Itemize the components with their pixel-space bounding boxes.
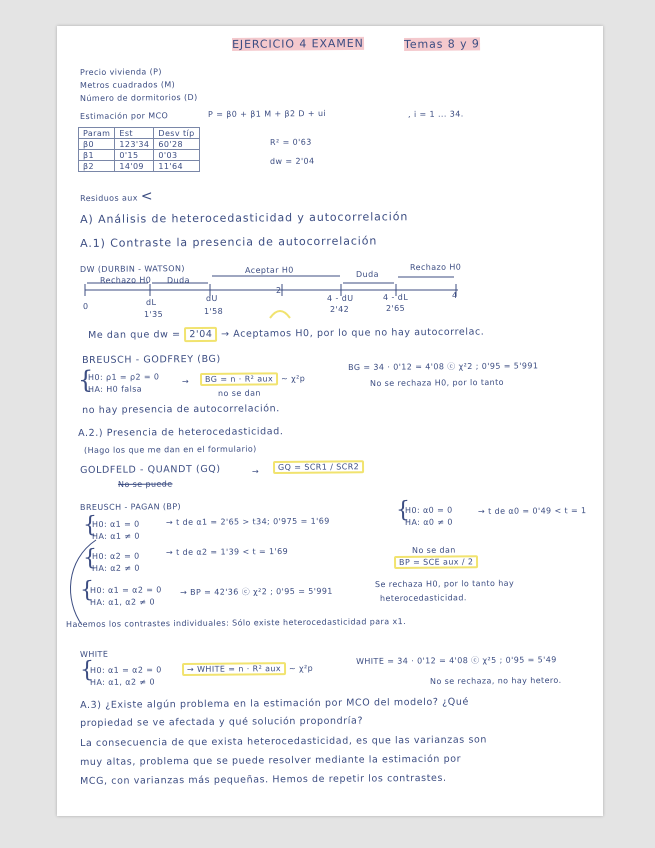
bg-formula: BG = n · R² aux ~ χ²p (200, 374, 305, 384)
bp-formula: BP = SCE aux / 2 (394, 557, 478, 567)
white-calc: WHITE = 34 · 0'12 = 4'08 ⓒ χ²5 ; 0'95 = 5'49 (356, 655, 557, 666)
bp-ha-c: HA: α0 ≠ 0 (405, 517, 453, 527)
zone-reject-low: Rechazo H0 (100, 275, 152, 285)
page-subtitle: Temas 8 y 9 (404, 37, 480, 51)
variable-price: Precio vivienda (P) (80, 67, 162, 77)
table-cell: β2 (79, 161, 115, 172)
gq-title: GOLDFELD - QUANDT (GQ) (80, 463, 221, 476)
dw-statistic: dw = 2'04 (270, 156, 315, 166)
tick-4-du: 4 - dU (327, 293, 354, 303)
bp-ha-a: HA: α1 ≠ 0 (92, 531, 140, 541)
section-a2-title: A.2.) Presencia de heterocedasticidad. (78, 426, 284, 439)
zone-doubt-high: Duda (356, 269, 379, 279)
zone-doubt-low: Duda (167, 275, 190, 285)
section-a1-title: A.1) Contraste la presencia de autocorrelación (80, 234, 378, 250)
bp-ha-b: HA: α2 ≠ 0 (92, 563, 140, 573)
white-brace: { (80, 658, 94, 683)
variable-rooms: Número de dormitorios (D) (80, 92, 198, 103)
zone-reject-high: Rechazo H0 (410, 262, 462, 272)
table-cell: 60'28 (154, 139, 199, 150)
bg-result-2: no hay presencia de autocorrelación. (82, 403, 280, 416)
table-header-cell: Desv típ (154, 128, 199, 139)
page-title: EJERCICIO 4 EXAMEN (232, 36, 364, 51)
section-a3-line5: MCG, con varianzas más pequeñas. Hemos de repetir los contrastes. (80, 772, 447, 787)
variable-meters: Metros cuadrados (M) (80, 80, 176, 90)
tick-du: dU (206, 293, 218, 303)
tick-dl: dL (146, 297, 157, 307)
bp-h0-b: H0: α2 = 0 (92, 551, 140, 561)
tick-value-du: 1'58 (204, 306, 224, 316)
tick-value-4-du: 2'42 (330, 304, 350, 314)
r-squared: R² = 0'63 (270, 137, 312, 147)
zone-accept: Aceptar H0 (245, 265, 294, 275)
gq-note: No se puede (118, 479, 173, 489)
dw-label: DW (DURBIN - WATSON) (80, 264, 185, 274)
bp-brace-all: { (80, 578, 94, 603)
bp-h0-a: H0: α1 = 0 (92, 519, 140, 529)
table-cell: β0 (79, 139, 115, 150)
estimation-model: P = β0 + β1 M + β2 D + ui (208, 108, 327, 119)
bg-note: no se dan (218, 388, 261, 398)
bp-brace-b: { (83, 546, 97, 571)
tick-2: 2 (276, 285, 282, 295)
table-cell: β1 (79, 150, 115, 161)
section-a3-line2: propiedad se ve afectada y qué solución propondría? (80, 715, 364, 729)
gq-arrow: → (252, 466, 260, 476)
section-a3-line3: La consecuencia de que exista heterocedasticidad, es que las varianzas son (80, 734, 488, 749)
tick-0: 0 (83, 301, 89, 311)
white-formula: → WHITE = n · R² aux ~ χ²p (182, 664, 313, 674)
tick-4: 4 (452, 290, 458, 300)
residuals-label: Residuos aux < (80, 188, 154, 205)
table-header-cell: Est (115, 128, 154, 139)
table-cell: 14'09 (115, 161, 154, 172)
bg-title: BREUSCH - GODFREY (BG) (82, 353, 221, 366)
bg-calc: BG = 34 · 0'12 = 4'08 ⓒ χ²2 ; 0'95 = 5'991 (348, 361, 539, 372)
table-cell: 0'03 (154, 150, 199, 161)
bp-h0-all: H0: α1 = α2 = 0 (90, 585, 162, 595)
table-header-cell: Param (79, 128, 115, 139)
white-ha: HA: α1, α2 ≠ 0 (90, 677, 155, 687)
bg-ha: HA: H0 falsa (88, 384, 143, 394)
white-result: No se rechaza, no hay hetero. (430, 675, 562, 686)
table-cell: 11'64 (154, 161, 199, 172)
table-cell: 123'34 (115, 139, 154, 150)
estimation-label: Estimación por MCO (80, 111, 169, 121)
bp-note: No se dan (412, 545, 456, 555)
tick-4-dl: 4 - dL (383, 292, 409, 302)
bp-ha-all: HA: α1, α2 ≠ 0 (90, 597, 155, 607)
section-a3-title: A.3) ¿Existe algún problema en la estimación por MCO del modelo? ¿Qué (80, 696, 469, 711)
bg-result: No se rechaza H0, por lo tanto (370, 377, 504, 388)
bp-brace-a: { (83, 513, 97, 538)
bp-calc: → BP = 42'36 ⓒ χ²2 ; 0'95 = 5'991 (180, 586, 333, 597)
bp-h0-c: H0: α0 = 0 (405, 505, 453, 515)
white-title: WHITE (80, 649, 109, 659)
bp-test-c: → t de α0 = 0'49 < t = 1 (478, 506, 587, 516)
section-a3-line4: muy altas, problema que se puede resolver mediante la estimación por (80, 753, 462, 768)
bg-h0: H0: ρ1 = ρ2 = 0 (88, 372, 160, 382)
dw-conclusion: Me dan que dw = 2'04 → Aceptamos H0, por lo que no hay autocorrelac. (88, 326, 485, 341)
bp-title: BREUSCH - PAGAN (BP) (80, 502, 182, 512)
tick-value-dl: 1'35 (144, 309, 164, 319)
bp-individual: Hacemos los contrastes individuales: Sólo existe heterocedasticidad para x1. (66, 617, 407, 629)
bp-result-2: heterocedasticidad. (380, 593, 467, 603)
section-a2-note: (Hago los que me dan en el formulario) (84, 444, 257, 455)
gq-formula: GQ = SCR1 / SCR2 (273, 462, 364, 472)
bp-result: Se rechaza H0, por lo tanto hay (375, 578, 515, 589)
bg-brace: { (78, 366, 94, 394)
section-a-title: A) Análisis de heterocedasticidad y autocorrelación (80, 210, 409, 226)
tick-value-4-dl: 2'65 (386, 303, 406, 313)
white-h0: H0: α1 = α2 = 0 (90, 665, 162, 675)
bp-test-b: → t de α2 = 1'39 < t = 1'69 (166, 546, 289, 557)
bg-arrow: → (182, 376, 190, 386)
bp-test-a: → t de α1 = 2'65 > t34; 0'975 = 1'69 (166, 516, 330, 527)
estimation-range: , i = 1 ... 34. (408, 109, 464, 119)
bp-brace-c: { (396, 498, 410, 523)
table-cell: 0'15 (115, 150, 154, 161)
